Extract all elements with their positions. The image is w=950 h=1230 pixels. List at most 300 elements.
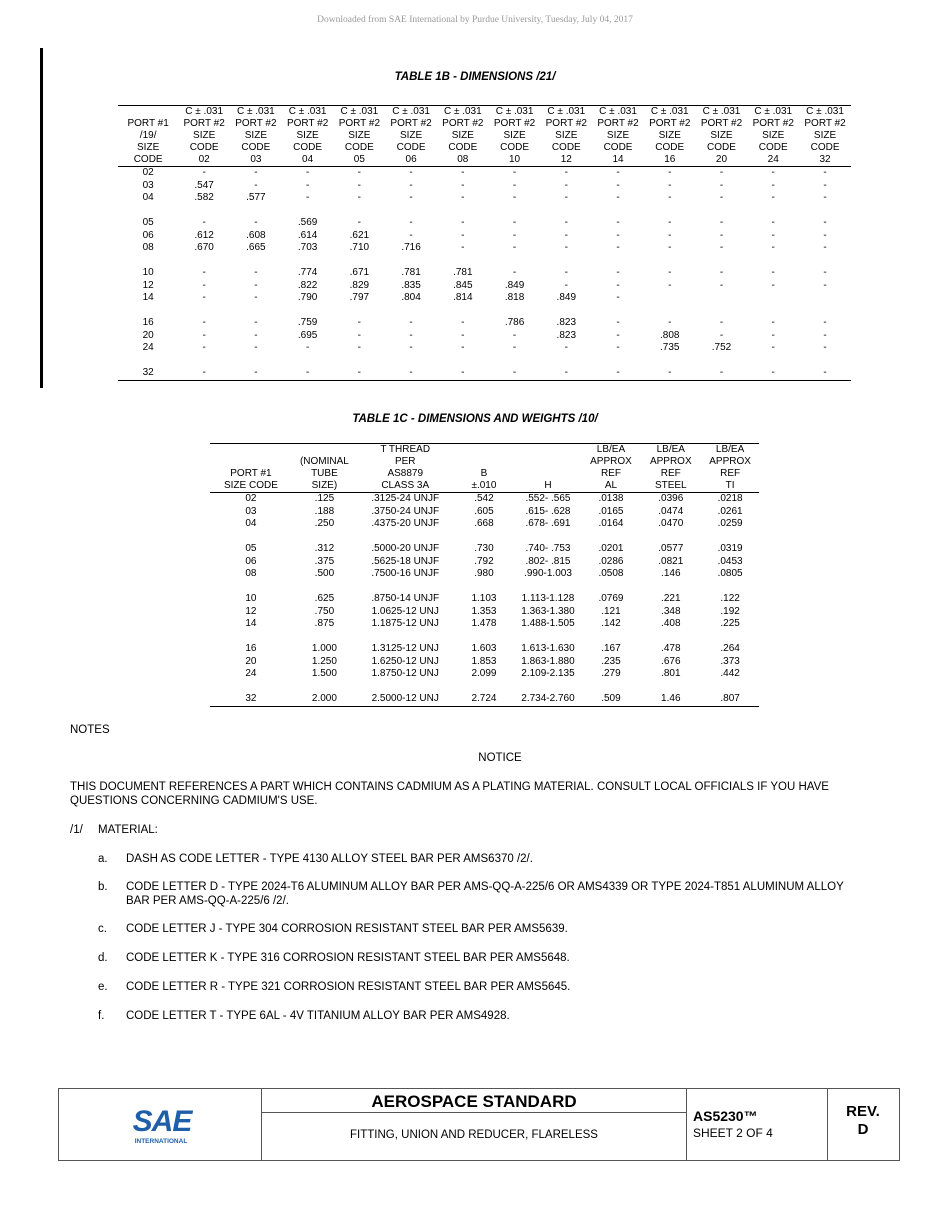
dimension-cell: - bbox=[616, 342, 620, 354]
size-code-cell: 10 bbox=[245, 593, 257, 605]
table-row bbox=[210, 543, 759, 556]
notice-heading: NOTICE bbox=[478, 752, 522, 764]
size-code-cell: 12 bbox=[245, 605, 257, 617]
port1-size-cell: 08 bbox=[142, 242, 154, 254]
port2-header-03: C ± .031 PORT #2 SIZE CODE 03 bbox=[230, 106, 282, 167]
dimension-cell: - bbox=[823, 179, 827, 191]
value-cell: .0138 bbox=[598, 493, 624, 505]
dimension-cell: - bbox=[357, 342, 362, 354]
dimension-cell: - bbox=[357, 217, 362, 229]
value-cell: 1.853 bbox=[471, 655, 497, 667]
value-cell: .0470 bbox=[658, 518, 684, 530]
size-code-cell: 20 bbox=[245, 655, 257, 667]
dimension-cell: - bbox=[719, 317, 724, 329]
sae-logo bbox=[127, 1101, 197, 1147]
dimension-cell: - bbox=[333, 367, 385, 380]
dimension-cell: - bbox=[305, 342, 310, 354]
column-header: LB/EA APPROX REF STEEL bbox=[640, 444, 701, 493]
port2-header-10: C ± .031 PORT #2 SIZE CODE 10 bbox=[489, 106, 541, 167]
dimension-cell: - bbox=[512, 179, 517, 191]
dimension-cell: - bbox=[564, 229, 568, 241]
material-heading bbox=[70, 823, 870, 837]
dimension-cell: .822 bbox=[297, 279, 318, 291]
dimension-cell: - bbox=[461, 242, 465, 254]
value-cell: 1.1875-12 UNJ bbox=[371, 618, 439, 630]
value-cell: .235 bbox=[601, 655, 621, 667]
dimension-cell: - bbox=[564, 192, 568, 204]
port1-size-cell: 02 bbox=[142, 167, 154, 179]
value-cell: .373 bbox=[720, 655, 740, 667]
material-text: CODE LETTER D - TYPE 2024-T6 ALUMINUM ALLOY BAR PER AMS-QQ-A-225/6 OR AMS4339 OR TYPE 2024-T851 ALUMINUM ALLOY BAR PER AMS-QQ-A-225/6 /2/. bbox=[126, 881, 844, 907]
dimension-cell: .835 bbox=[401, 279, 421, 291]
value-cell: .408 bbox=[661, 618, 681, 630]
value-cell: .750 bbox=[314, 605, 335, 617]
table-1c bbox=[210, 443, 759, 707]
material-ref: /1/ bbox=[70, 824, 83, 836]
value-cell: .8750-14 UNJF bbox=[371, 593, 440, 605]
value-cell: 1.500 bbox=[311, 668, 337, 680]
dimension-cell: - bbox=[385, 367, 437, 380]
dimension-cell: - bbox=[644, 367, 696, 380]
table-row bbox=[210, 643, 759, 656]
value-cell: .605 bbox=[474, 505, 494, 517]
value-cell: 1.488-1.505 bbox=[521, 618, 575, 630]
revision-value: D bbox=[857, 1121, 869, 1138]
dimension-cell: - bbox=[719, 267, 724, 279]
download-notice: Downloaded from SAE International by Purdue University, Tuesday, July 04, 2017 bbox=[317, 15, 633, 25]
dimension-cell: - bbox=[771, 167, 775, 179]
dimension-cell: - bbox=[668, 267, 672, 279]
dimension-cell: - bbox=[823, 192, 827, 204]
size-code-cell: 32 bbox=[210, 693, 292, 706]
dimension-cell: - bbox=[230, 367, 282, 380]
value-cell: .801 bbox=[661, 668, 681, 680]
row-gap bbox=[210, 681, 759, 694]
dimension-cell: - bbox=[512, 267, 517, 279]
table-row bbox=[210, 618, 759, 631]
dimension-cell: - bbox=[409, 179, 413, 191]
dimension-cell: - bbox=[512, 342, 517, 354]
material-letter: c. bbox=[98, 923, 107, 935]
port2-header-20: C ± .031 PORT #2 SIZE CODE 20 bbox=[696, 106, 748, 167]
dimension-cell: .703 bbox=[297, 242, 318, 254]
dimension-cell: - bbox=[719, 229, 724, 241]
dimension-cell bbox=[696, 292, 748, 305]
dimension-cell: .774 bbox=[297, 267, 318, 279]
value-cell: 1.478 bbox=[471, 618, 497, 630]
dimension-cell: .781 bbox=[453, 267, 473, 279]
port1-size-cell: 04 bbox=[142, 192, 154, 204]
value-cell: .792 bbox=[474, 555, 494, 567]
dimension-cell: - bbox=[409, 329, 413, 341]
value-cell: .0577 bbox=[658, 543, 684, 555]
dimension-cell: .823 bbox=[556, 329, 577, 341]
dimension-cell: .808 bbox=[660, 329, 680, 341]
column-header: T THREAD PER AS8879 CLASS 3A bbox=[357, 444, 454, 493]
value-cell: .0396 bbox=[658, 493, 684, 505]
dimension-cell: - bbox=[823, 317, 827, 329]
logo-subtext: INTERNATIONAL bbox=[134, 1138, 188, 1145]
value-cell: .264 bbox=[720, 643, 740, 655]
dimension-cell: - bbox=[409, 229, 413, 241]
dimension-cell: - bbox=[719, 179, 724, 191]
value-cell: .0769 bbox=[598, 593, 624, 605]
dimension-cell: - bbox=[616, 192, 620, 204]
table-row bbox=[118, 167, 851, 180]
dimension-cell: .849 bbox=[504, 279, 525, 291]
dimension-cell: - bbox=[254, 179, 258, 191]
value-cell: .0453 bbox=[717, 555, 743, 567]
notice-text: THIS DOCUMENT REFERENCES A PART WHICH CONTAINS CADMIUM AS A PLATING MATERIAL. CONSULT LOCAL OFFICIALS IF YOU HAVE QUESTIONS CONCERNING CADMIUM'S USE. bbox=[70, 781, 829, 807]
dimension-cell: - bbox=[823, 167, 827, 179]
table-1c-header-row bbox=[210, 444, 759, 493]
dimension-cell: - bbox=[461, 217, 465, 229]
material-text: CODE LETTER J - TYPE 304 CORROSION RESISTANT STEEL BAR PER AMS5639. bbox=[126, 923, 568, 935]
change-bar bbox=[40, 48, 43, 388]
logo-wordmark: SAE bbox=[132, 1105, 192, 1138]
value-cell: .3125-24 UNJF bbox=[371, 493, 440, 505]
value-cell: .122 bbox=[720, 593, 740, 605]
value-cell: 1.46 bbox=[640, 693, 701, 706]
dimension-cell bbox=[644, 292, 696, 305]
value-cell: .730 bbox=[474, 543, 494, 555]
row-gap bbox=[118, 305, 851, 318]
dimension-cell: - bbox=[616, 329, 620, 341]
dimension-cell: - bbox=[823, 279, 827, 291]
value-cell: .3750-24 UNJF bbox=[371, 505, 440, 517]
dimension-cell: - bbox=[489, 367, 541, 380]
table-row bbox=[118, 292, 851, 305]
value-cell: 1.863-1.880 bbox=[521, 655, 575, 667]
value-cell: .625 bbox=[314, 593, 335, 605]
dimension-cell: .829 bbox=[349, 279, 370, 291]
size-code-cell: 02 bbox=[245, 493, 257, 505]
dimension-cell: - bbox=[409, 217, 413, 229]
sheet-number: SHEET 2 OF 4 bbox=[693, 1126, 773, 1140]
dimension-cell: - bbox=[616, 167, 620, 179]
table-row bbox=[118, 280, 851, 293]
value-cell: 1.103 bbox=[471, 593, 497, 605]
size-code-cell: 04 bbox=[245, 518, 257, 530]
dimension-cell: - bbox=[461, 167, 465, 179]
value-cell: .552- .565 bbox=[525, 493, 571, 505]
size-code-cell: 08 bbox=[245, 568, 257, 580]
row-gap bbox=[118, 355, 851, 368]
dimension-cell: - bbox=[409, 167, 413, 179]
value-cell: .5625-18 UNJF bbox=[371, 555, 440, 567]
dimension-cell: - bbox=[564, 242, 568, 254]
dimension-cell: .582 bbox=[194, 192, 214, 204]
dimension-cell: .790 bbox=[297, 292, 318, 304]
table-row bbox=[118, 330, 851, 343]
value-cell: .312 bbox=[314, 543, 335, 555]
value-cell: .348 bbox=[661, 605, 681, 617]
dimension-cell: - bbox=[823, 342, 827, 354]
dimension-cell: - bbox=[254, 279, 258, 291]
value-cell: 2.109-2.135 bbox=[521, 668, 575, 680]
value-cell: 1.3125-12 UNJ bbox=[371, 643, 439, 655]
value-cell: .990-1.003 bbox=[524, 568, 572, 580]
dimension-cell: - bbox=[409, 192, 413, 204]
table-row bbox=[118, 192, 851, 205]
dimension-cell: .716 bbox=[401, 242, 421, 254]
dimension-cell: - bbox=[357, 317, 362, 329]
dimension-cell: - bbox=[461, 229, 465, 241]
dimension-cell: - bbox=[564, 267, 568, 279]
dimension-cell: - bbox=[254, 329, 258, 341]
port2-header-05: C ± .031 PORT #2 SIZE CODE 05 bbox=[333, 106, 385, 167]
port1-size-cell: 32 bbox=[118, 367, 178, 380]
port2-header-04: C ± .031 PORT #2 SIZE CODE 04 bbox=[282, 106, 334, 167]
value-cell: .0474 bbox=[658, 505, 684, 517]
dimension-cell: - bbox=[461, 342, 465, 354]
value-cell: .0821 bbox=[658, 555, 684, 567]
dimension-cell: - bbox=[771, 329, 775, 341]
size-code-cell: 06 bbox=[245, 555, 257, 567]
table-row bbox=[210, 606, 759, 619]
table-row bbox=[118, 217, 851, 230]
table-row bbox=[118, 180, 851, 193]
size-code-cell: 14 bbox=[245, 618, 257, 630]
row-gap bbox=[210, 631, 759, 644]
dimension-cell: - bbox=[771, 229, 775, 241]
dimension-cell: - bbox=[616, 292, 620, 304]
value-cell: 1.6250-12 UNJ bbox=[371, 655, 439, 667]
dimension-cell: .752 bbox=[711, 342, 732, 354]
port2-header-24: C ± .031 PORT #2 SIZE CODE 24 bbox=[747, 106, 799, 167]
dimension-cell: - bbox=[512, 229, 517, 241]
dimension-cell: - bbox=[771, 192, 775, 204]
column-header: B ±.010 bbox=[454, 444, 515, 493]
value-cell: 2.000 bbox=[292, 693, 357, 706]
dimension-cell: .804 bbox=[401, 292, 421, 304]
dimension-cell: .671 bbox=[349, 267, 370, 279]
value-cell: .5000-20 UNJF bbox=[371, 543, 440, 555]
dimension-cell: - bbox=[512, 192, 517, 204]
value-cell: .250 bbox=[314, 518, 335, 530]
value-cell: 1.250 bbox=[311, 655, 337, 667]
value-cell: .225 bbox=[720, 618, 740, 630]
table-1c-title: TABLE 1C - DIMENSIONS AND WEIGHTS /10/ bbox=[352, 413, 598, 425]
value-cell: 2.099 bbox=[471, 668, 497, 680]
dimension-cell: .786 bbox=[504, 317, 525, 329]
dimension-cell: - bbox=[592, 367, 644, 380]
dimension-cell: - bbox=[564, 279, 568, 291]
value-cell: .0165 bbox=[598, 505, 624, 517]
value-cell: .807 bbox=[701, 693, 759, 706]
dimension-cell: .781 bbox=[401, 267, 421, 279]
dimension-cell: - bbox=[668, 179, 672, 191]
value-cell: .0201 bbox=[598, 543, 624, 555]
dimension-cell: - bbox=[719, 242, 724, 254]
dimension-cell: - bbox=[616, 179, 620, 191]
dimension-cell: - bbox=[202, 342, 206, 354]
table-row bbox=[118, 242, 851, 255]
value-cell: .221 bbox=[661, 593, 681, 605]
dimension-cell: - bbox=[357, 167, 362, 179]
dimension-cell: .849 bbox=[556, 292, 577, 304]
dimension-cell: - bbox=[719, 329, 724, 341]
row-gap bbox=[210, 581, 759, 594]
size-code-cell: 05 bbox=[245, 543, 257, 555]
size-code-cell: 16 bbox=[245, 643, 257, 655]
material-text: CODE LETTER R - TYPE 321 CORROSION RESISTANT STEEL BAR PER AMS5645. bbox=[126, 981, 571, 993]
value-cell: 1.113-1.128 bbox=[521, 593, 575, 605]
material-letter: f. bbox=[98, 1010, 105, 1022]
value-cell: .375 bbox=[314, 555, 335, 567]
dimension-cell: - bbox=[668, 167, 672, 179]
size-code-cell: 24 bbox=[245, 668, 257, 680]
row-gap bbox=[210, 531, 759, 544]
dimension-cell: - bbox=[409, 317, 413, 329]
table-row bbox=[118, 367, 851, 380]
dimension-cell: - bbox=[512, 242, 517, 254]
value-cell: .875 bbox=[314, 618, 335, 630]
value-cell: .980 bbox=[474, 568, 494, 580]
material-label: MATERIAL: bbox=[98, 824, 158, 836]
port2-header-12: C ± .031 PORT #2 SIZE CODE 12 bbox=[540, 106, 592, 167]
table-row bbox=[210, 593, 759, 606]
dimension-cell: - bbox=[540, 367, 592, 380]
dimension-cell: - bbox=[254, 267, 258, 279]
table-row bbox=[210, 656, 759, 669]
dimension-cell: - bbox=[564, 342, 568, 354]
dimension-cell: - bbox=[254, 292, 258, 304]
material-letter: e. bbox=[98, 981, 108, 993]
port2-header-16: C ± .031 PORT #2 SIZE CODE 16 bbox=[644, 106, 696, 167]
dimension-cell: - bbox=[282, 367, 334, 380]
material-text: DASH AS CODE LETTER - TYPE 4130 ALLOY STEEL BAR PER AMS6370 /2/. bbox=[126, 853, 533, 865]
dimension-cell: - bbox=[461, 329, 465, 341]
dimension-cell: - bbox=[202, 292, 206, 304]
value-cell: .0286 bbox=[598, 555, 624, 567]
table-row bbox=[210, 693, 759, 706]
dimension-cell: .547 bbox=[194, 179, 214, 191]
table-1b-header-row bbox=[118, 106, 851, 167]
value-cell: 2.5000-12 UNJ bbox=[357, 693, 454, 706]
value-cell: .0164 bbox=[598, 518, 624, 530]
value-cell: .121 bbox=[601, 605, 621, 617]
dimension-cell: - bbox=[461, 192, 465, 204]
notes-heading: NOTES bbox=[70, 724, 110, 736]
dimension-cell: - bbox=[668, 229, 672, 241]
dimension-cell: - bbox=[771, 179, 775, 191]
value-cell: .4375-20 UNJF bbox=[371, 518, 440, 530]
dimension-cell: .710 bbox=[349, 242, 370, 254]
value-cell: .740- .753 bbox=[525, 543, 571, 555]
port1-size-cell: 16 bbox=[142, 317, 154, 329]
dimension-cell: .797 bbox=[349, 292, 370, 304]
dimension-cell: - bbox=[823, 242, 827, 254]
port1-size-cell: 14 bbox=[142, 292, 154, 304]
dimension-cell: - bbox=[305, 167, 310, 179]
material-letter: b. bbox=[98, 881, 108, 893]
dimension-cell: - bbox=[409, 342, 413, 354]
dimension-cell: .759 bbox=[297, 317, 318, 329]
dimension-cell: - bbox=[771, 279, 775, 291]
value-cell: .509 bbox=[582, 693, 641, 706]
value-cell: .188 bbox=[314, 505, 335, 517]
value-cell: 2.724 bbox=[454, 693, 515, 706]
dimension-cell: - bbox=[799, 367, 851, 380]
dimension-cell: .612 bbox=[194, 229, 214, 241]
port2-header-08: C ± .031 PORT #2 SIZE CODE 08 bbox=[437, 106, 489, 167]
table-row bbox=[210, 506, 759, 519]
value-cell: .192 bbox=[720, 605, 740, 617]
dimension-cell: - bbox=[357, 179, 362, 191]
column-header: H bbox=[514, 444, 581, 493]
value-cell: .167 bbox=[601, 643, 621, 655]
standard-subtitle: FITTING, UNION AND REDUCER, FLARELESS bbox=[350, 1129, 598, 1141]
value-cell: .0259 bbox=[717, 518, 743, 530]
dimension-cell: .823 bbox=[556, 317, 577, 329]
table-row bbox=[210, 568, 759, 581]
dimension-cell: - bbox=[178, 367, 230, 380]
port1-size-cell: 20 bbox=[142, 329, 154, 341]
dimension-cell: - bbox=[616, 279, 620, 291]
column-header: LB/EA APPROX REF TI bbox=[701, 444, 759, 493]
port2-header-32: C ± .031 PORT #2 SIZE CODE 32 bbox=[799, 106, 851, 167]
dimension-cell: - bbox=[616, 217, 620, 229]
dimension-cell: - bbox=[719, 192, 724, 204]
dimension-cell: - bbox=[254, 342, 258, 354]
dimension-cell: - bbox=[771, 267, 775, 279]
port1-size-cell: 10 bbox=[142, 267, 154, 279]
value-cell: .542 bbox=[474, 493, 494, 505]
dimension-cell: - bbox=[823, 267, 827, 279]
value-cell: .802- .815 bbox=[525, 555, 571, 567]
value-cell: 2.734-2.760 bbox=[514, 693, 581, 706]
dimension-cell: - bbox=[202, 317, 206, 329]
dimension-cell: - bbox=[668, 217, 672, 229]
value-cell: .668 bbox=[474, 518, 494, 530]
port1-size-cell: 06 bbox=[142, 229, 154, 241]
dimension-cell: - bbox=[719, 279, 724, 291]
row-gap bbox=[118, 205, 851, 218]
table-1b bbox=[118, 105, 851, 381]
dimension-cell: .845 bbox=[453, 279, 473, 291]
value-cell: .146 bbox=[661, 568, 681, 580]
dimension-cell: - bbox=[461, 317, 465, 329]
dimension-cell: - bbox=[668, 192, 672, 204]
standard-title: AEROSPACE STANDARD bbox=[371, 1092, 577, 1111]
dimension-cell: .695 bbox=[297, 329, 318, 341]
value-cell: 1.0625-12 UNJ bbox=[371, 605, 439, 617]
dimension-cell: - bbox=[564, 217, 568, 229]
value-cell: .125 bbox=[314, 493, 335, 505]
dimension-cell: - bbox=[437, 367, 489, 380]
dimension-cell: .665 bbox=[246, 242, 266, 254]
table-row bbox=[210, 556, 759, 569]
dimension-cell: - bbox=[616, 267, 620, 279]
dimension-cell: - bbox=[254, 317, 258, 329]
material-letter: d. bbox=[98, 952, 108, 964]
dimension-cell: - bbox=[202, 267, 206, 279]
dimension-cell: - bbox=[357, 192, 362, 204]
dimension-cell: - bbox=[254, 217, 258, 229]
dimension-cell: - bbox=[202, 329, 206, 341]
dimension-cell: - bbox=[719, 167, 724, 179]
value-cell: .0319 bbox=[717, 543, 743, 555]
value-cell: 1.363-1.380 bbox=[521, 605, 575, 617]
dimension-cell: - bbox=[616, 229, 620, 241]
dimension-cell: - bbox=[202, 217, 206, 229]
dimension-cell: .608 bbox=[246, 229, 266, 241]
dimension-cell: - bbox=[305, 179, 310, 191]
dimension-cell: - bbox=[461, 179, 465, 191]
value-cell: 1.8750-12 UNJ bbox=[371, 668, 439, 680]
value-cell: .279 bbox=[601, 668, 621, 680]
